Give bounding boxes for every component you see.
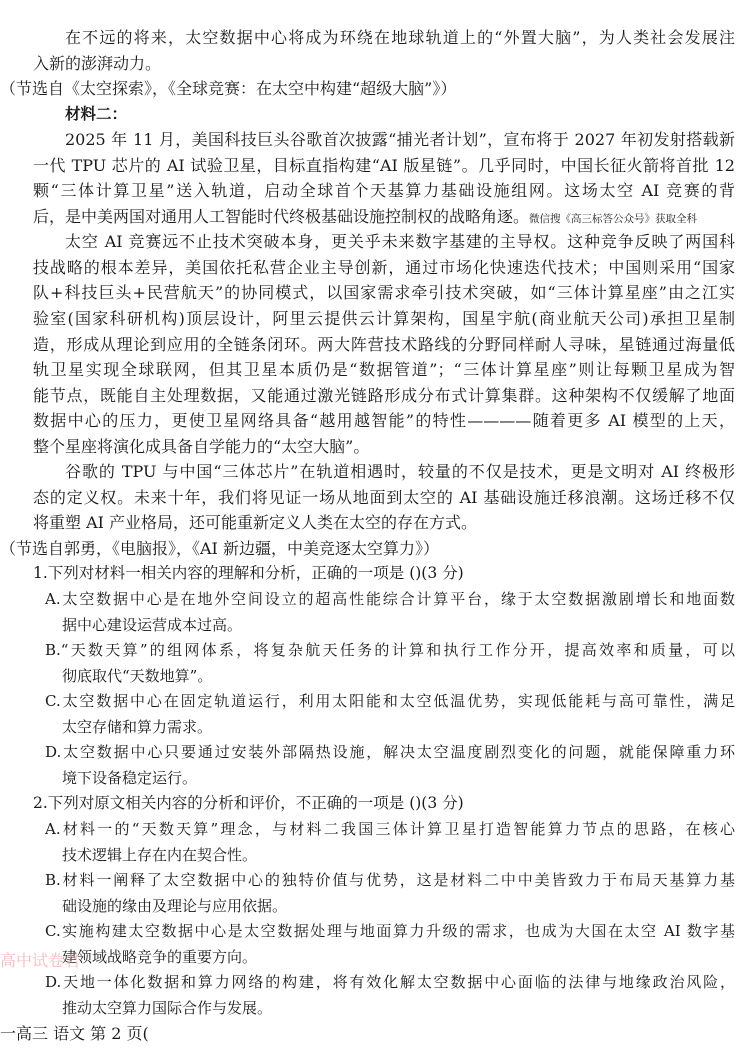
answer-option-line-text: A.材料一的“天数天算”理念，与材料二我国三体计算卫星打造智能算力节点的思路，在核心 <box>45 819 735 838</box>
exam-page <box>0 25 751 1047</box>
page-footer-text: 一高三 语文 第 2 页( <box>0 1024 149 1044</box>
paragraph-line-text: 验室(国家科研机构)顶层设计，阿里云提供云计算架构，国星宇航(商业航天公司)承担卫星制 <box>33 309 735 329</box>
answer-option-line <box>0 740 751 766</box>
answer-option-line-text: A.太空数据中心是在地外空间设立的超高性能综合计算平台，缘于太空数据激剧增长和地面数 <box>45 590 735 609</box>
paragraph-line <box>0 153 751 179</box>
answer-option-line <box>0 894 751 920</box>
paragraph-line-text: 谷歌的 TPU 与中国“三体芯片”在轨道相遇时，较量的不仅是技术，更是文明对 AI 终极形 <box>65 462 735 482</box>
answer-option-line <box>0 689 751 715</box>
paragraph-line-text: 后，是中美两国对通用人工智能时代终极基础设施控制权的战略角逐。 <box>33 206 530 226</box>
paragraph-line <box>0 306 751 332</box>
paragraph-line-text: 态的定义权。未来十年，我们将见证一场从地面到太空的 AI 基础设施迁移浪潮。这场迁移不仅 <box>33 487 735 507</box>
paragraph-line-text: 入新的澎湃动力。 <box>33 53 162 73</box>
paragraph-line <box>0 510 751 536</box>
question-stem-text: 1.下列对材料一相关内容的理解和分析，正确的一项是 ()(3 分) <box>33 564 464 583</box>
paragraph-line-text: 一代 TPU 芯片的 AI 试验卫星，目标直指构建“AI 版星链”。几乎同时，中国长征火箭将首批 12 <box>33 155 735 175</box>
paragraph-line <box>0 204 751 230</box>
answer-option-line-text: 技术逻辑上存在内在契合性。 <box>62 845 258 864</box>
answer-option-line-text: 据中心建设运营成本过高。 <box>62 615 243 634</box>
paragraph-line <box>0 485 751 511</box>
paragraph-line <box>0 127 751 153</box>
paragraph-line-text: 将重塑 AI 产业格局，还可能重新定义人类在太空的存在方式。 <box>33 513 478 533</box>
question-stem <box>0 791 751 817</box>
source-citation <box>0 536 751 562</box>
answer-option-line-text: D.太空数据中心只要通过安装外部隔热设施，解决太空温度剧烈变化的问题，就能保障重力环 <box>45 743 735 762</box>
page-footer <box>0 1021 751 1047</box>
paragraph-line-text: 2025 年 11 月，美国科技巨头谷歌首次披露“捕光者计划”，宣布将于 2027 年初发射搭载新 <box>65 130 735 150</box>
paragraph-line <box>0 434 751 460</box>
answer-option-line <box>0 945 751 971</box>
paragraph-line-text: 轨卫星实现全球联网，但其卫星本质仍是“数据管道”；“三体计算星座”则让每颗卫星成为智 <box>33 360 735 380</box>
paragraph-line <box>0 332 751 358</box>
answer-option-line <box>0 587 751 613</box>
answer-option-line <box>0 664 751 690</box>
paragraph-line-text: 能节点，既能自主处理数据，又能通过激光链路形成分布式计算集群。这种架构不仅缓解了地面 <box>33 385 735 405</box>
answer-option-line-text: 太空存储和算力需求。 <box>62 717 213 736</box>
paragraph-line-text: 整个星座将演化成具备自学能力的“太空大脑”。 <box>33 436 370 456</box>
answer-option-line-text: B.“天数天算”的组网体系，将复杂航天任务的计算和执行工作分开，提高效率和质量，可以 <box>45 641 735 660</box>
paragraph-line-text: 太空 AI 竞赛远不止技术突破本身，更关乎未来数字基建的主导权。这种竞争反映了两国科 <box>65 232 735 252</box>
answer-option-line <box>0 868 751 894</box>
source-citation-text: （节选自郭勇，《电脑报》，《AI 新边疆，中美竞逐太空算力》） <box>0 538 439 558</box>
paragraph-line-text: 数据中心的压力，更使卫星网络具备“越用越智能”的特性————随着更多 AI 模型的上天， <box>33 411 735 431</box>
answer-option-line-text: D.天地一体化数据和算力网络的构建，将有效化解太空数据中心面临的法律与地缘政治风险， <box>45 973 735 992</box>
paragraph-line <box>0 178 751 204</box>
paragraph-line <box>0 229 751 255</box>
paragraph-line <box>0 51 751 77</box>
question-stem-text: 2.下列对原文相关内容的分析和评价，不正确的一项是 ()(3 分) <box>33 794 464 813</box>
answer-option-line <box>0 766 751 792</box>
paragraph-line <box>0 255 751 281</box>
answer-option-line <box>0 843 751 869</box>
answer-option-line-text: C.太空数据中心在固定轨道运行，利用太阳能和太空低温优势，实现低能耗与高可靠性，满足 <box>45 692 735 711</box>
answer-option-line-text: 推动太空算力国际合作与发展。 <box>62 998 273 1017</box>
answer-option-line-text: B.材料一阐释了太空数据中心的独特价值与优势，这是材料二中中美皆致力于布局天基算力基 <box>45 871 735 890</box>
paragraph-line-text: 颗“三体计算卫星”送入轨道，启动全球首个天基算力基础设施组网。这场太空 AI 竞赛的背 <box>33 181 735 201</box>
paragraph-line <box>0 383 751 409</box>
section-heading-text: 材料二： <box>65 104 128 123</box>
answer-option-line-text: 建领域战略竞争的重要方向。 <box>62 947 258 966</box>
question-stem <box>0 561 751 587</box>
paragraph-line <box>0 408 751 434</box>
paragraph-line-text: 技战略的根本差异，美国依托私营企业主导创新，通过市场化快速迭代技术；中国则采用“国家 <box>33 257 735 277</box>
paragraph-line <box>0 357 751 383</box>
source-citation <box>0 76 751 102</box>
paragraph-line <box>0 459 751 485</box>
paragraph-line <box>0 25 751 51</box>
answer-option-line <box>0 638 751 664</box>
answer-option-line <box>0 919 751 945</box>
paragraph-line-text: 在不远的将来，太空数据中心将成为环绕在地球轨道上的“外置大脑”，为人类社会发展注 <box>65 28 735 47</box>
answer-option-line-text: 境下设备稳定运行。 <box>62 768 198 787</box>
paragraph-line-text: 造，形成从理论到应用的全链条闭环。两大阵营技术路线的分野同样耐人寻味，星链通过海量低 <box>33 334 735 354</box>
answer-option-line <box>0 996 751 1022</box>
answer-option-line-text: C.实施构建太空数据中心是太空数据处理与地面算力升级的需求，也成为大国在太空 AI 数字基 <box>45 922 735 941</box>
source-citation-text: （节选自《太空探索》，《全球竞赛：在太空中构建“超级大脑”》） <box>0 79 457 99</box>
watermark: 高中试卷君 <box>0 951 81 970</box>
answer-option-line-text: 彻底取代“天数地算”。 <box>62 666 213 685</box>
paragraph-line-text: 队+科技巨头+民营航天”的协同模式，以国家需求牵引技术突破，如“三体计算星座”由之江实 <box>33 283 735 303</box>
paragraph-line <box>0 280 751 306</box>
section-heading <box>0 102 751 128</box>
answer-option-line <box>0 817 751 843</box>
answer-option-line <box>0 715 751 741</box>
answer-option-line <box>0 613 751 639</box>
answer-option-line <box>0 970 751 996</box>
inline-note: 微信搜《高三标答公众号》获取全科 <box>529 212 698 225</box>
answer-option-line-text: 础设施的缘由及理论与应用依据。 <box>62 896 288 915</box>
